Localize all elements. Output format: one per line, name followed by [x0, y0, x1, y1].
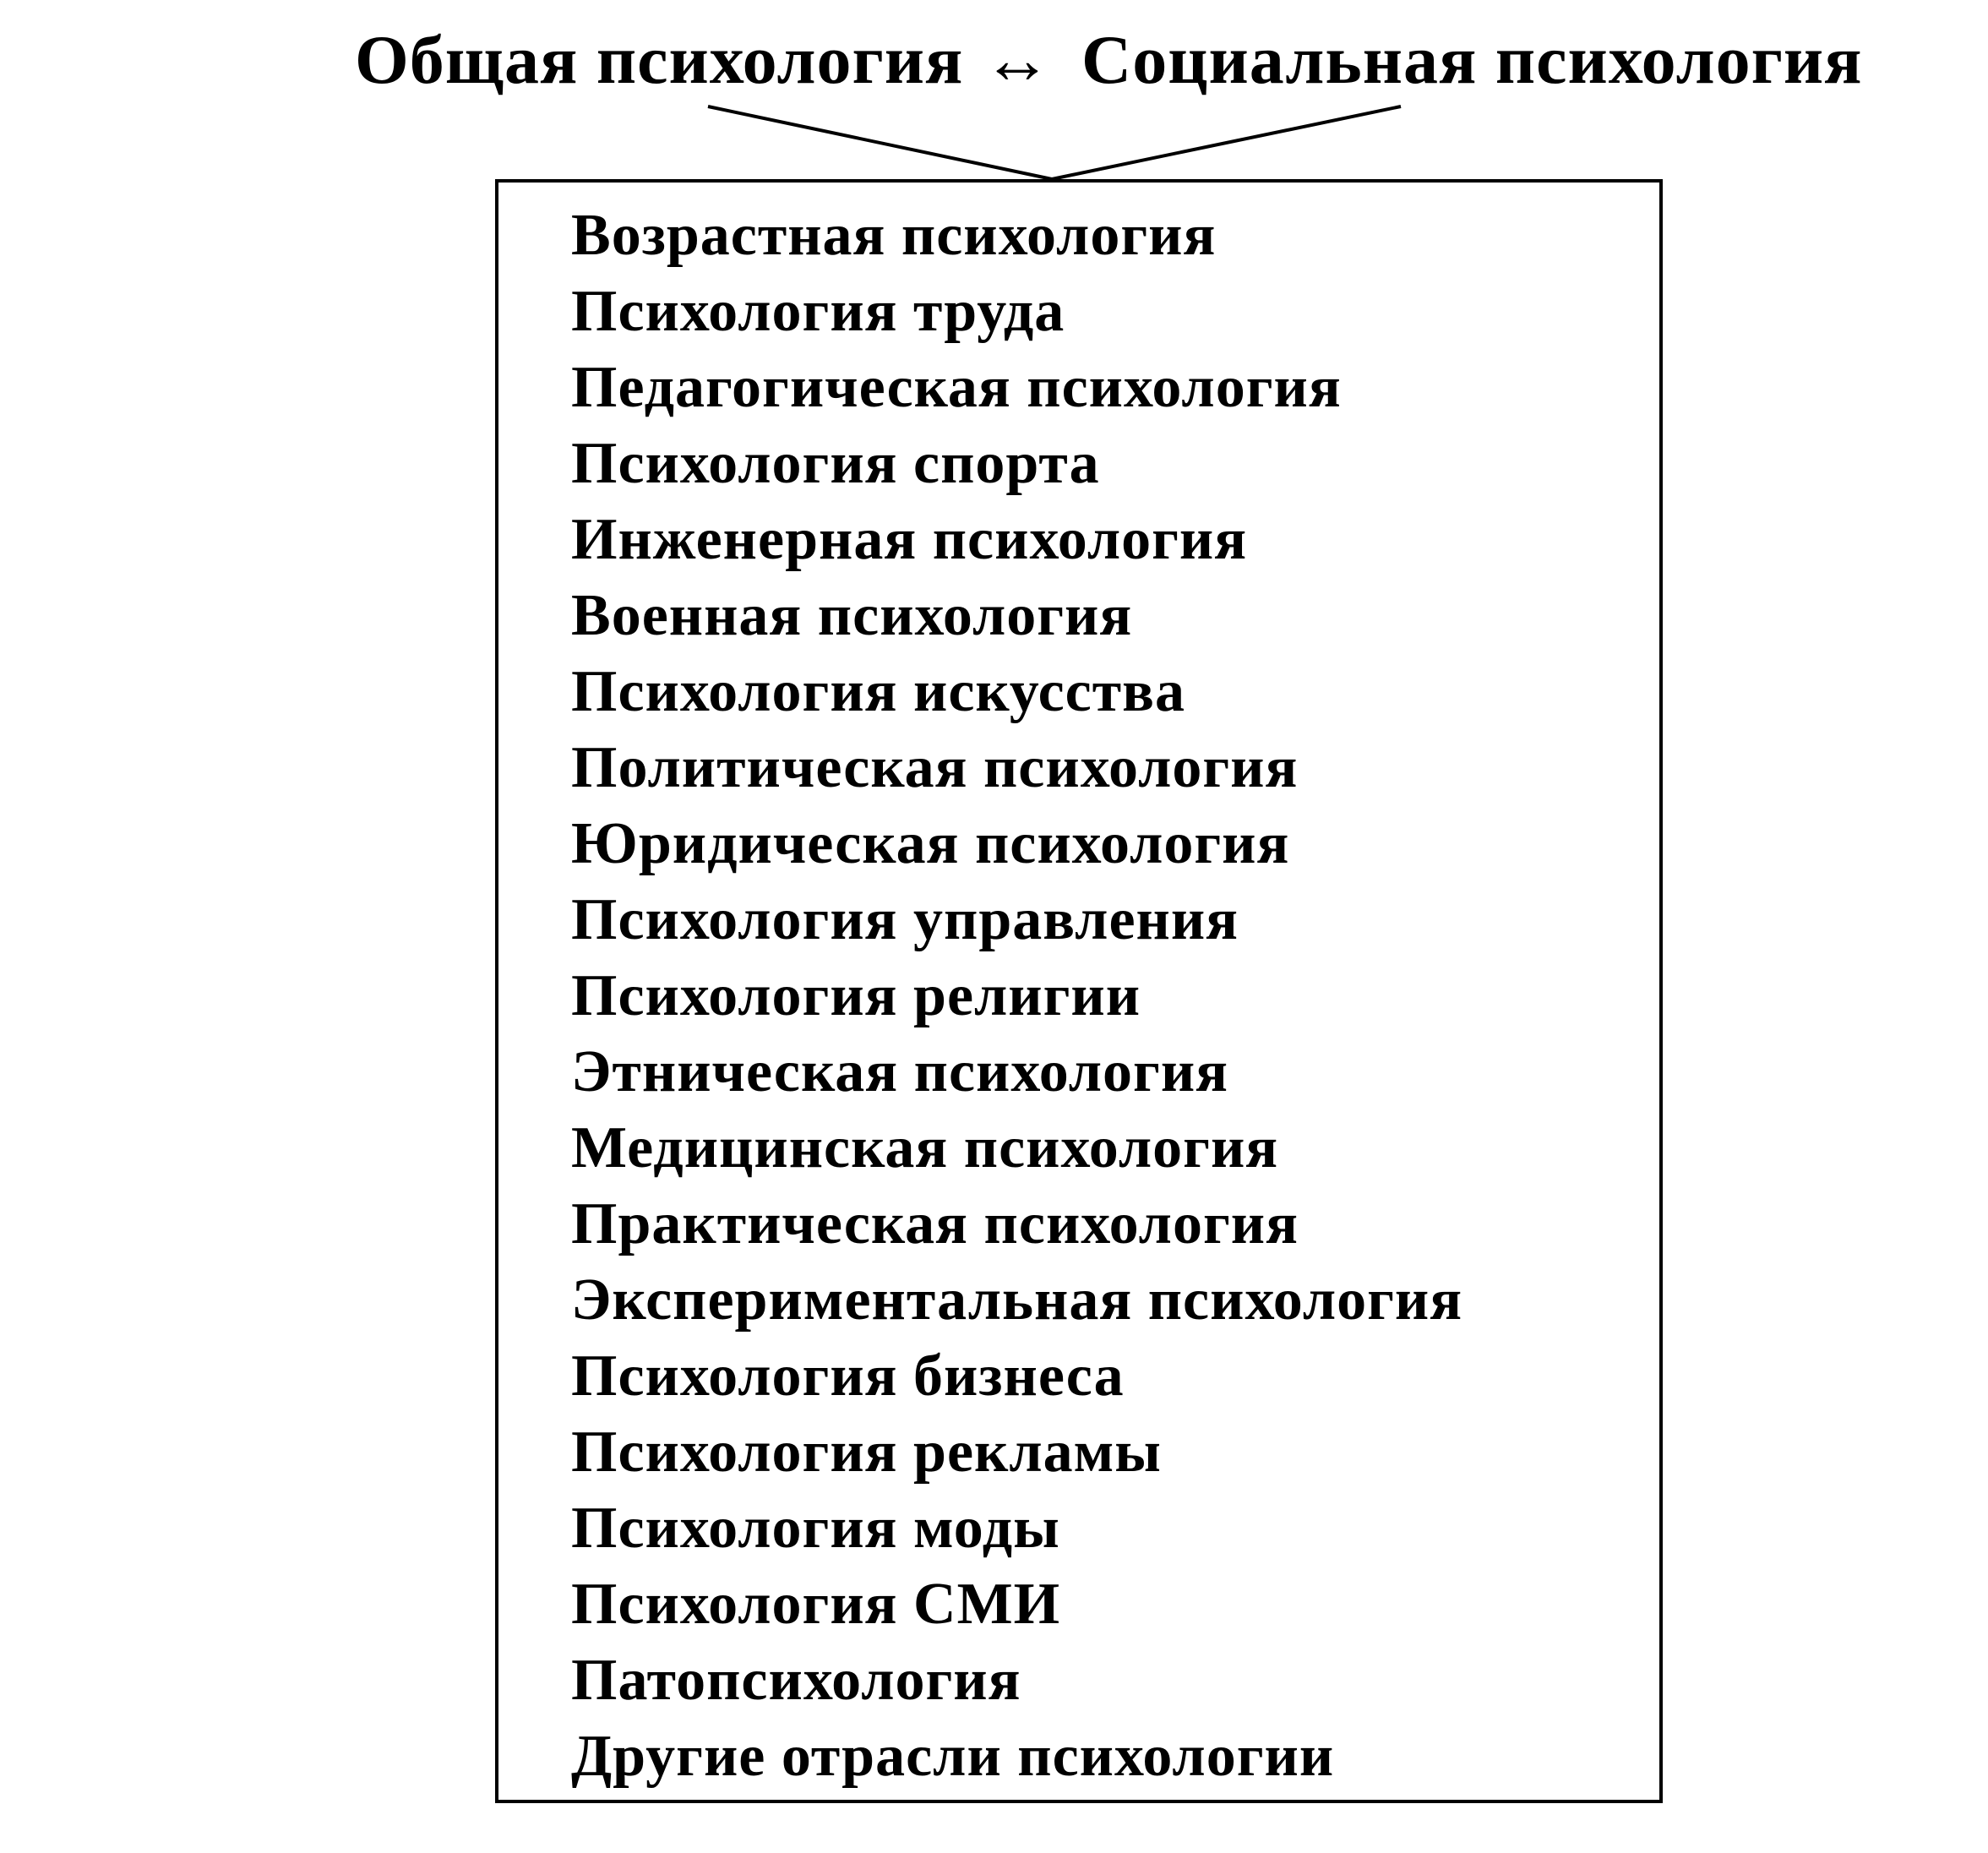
branch-item: Психология рекламы	[571, 1420, 1162, 1485]
branch-item: Медицинская психология	[571, 1115, 1279, 1180]
social-psychology-label: Социальная психология	[1081, 21, 1863, 98]
branch-item: Возрастная психология	[571, 203, 1217, 268]
branch-item: Педагогическая психология	[571, 355, 1342, 420]
branch-item: Экспериментальная психология	[571, 1267, 1463, 1333]
branch-item: Практическая психология	[571, 1191, 1299, 1256]
branch-item: Инженерная психология	[571, 507, 1248, 572]
branch-item: Психология СМИ	[571, 1572, 1061, 1637]
branch-item: Этническая психология	[571, 1039, 1229, 1104]
connector-line-left	[708, 106, 1052, 179]
branch-item: Политическая психология	[571, 735, 1299, 800]
bidirectional-arrow-icon: ↔	[983, 21, 1053, 98]
branch-item: Психология бизнеса	[571, 1343, 1125, 1409]
branch-item: Психология моды	[571, 1496, 1060, 1561]
psychology-branches-box	[495, 179, 1663, 1803]
branch-item: Психология управления	[571, 887, 1239, 952]
branch-item: Психология труда	[571, 279, 1065, 344]
branch-item: Военная психология	[571, 583, 1133, 648]
connector-line-right	[1052, 106, 1401, 179]
branch-item: Психология религии	[571, 963, 1141, 1028]
branch-item: Психология спорта	[571, 431, 1100, 496]
branch-item: Патопсихология	[571, 1648, 1021, 1713]
general-psychology-label: Общая психология	[355, 21, 964, 98]
branch-item: Юридическая психология	[571, 811, 1290, 876]
branch-item: Другие отрасли психологии	[571, 1724, 1335, 1789]
branch-item: Психология искусства	[571, 659, 1185, 724]
branch-list	[571, 198, 1462, 1795]
connector-lines	[0, 0, 1988, 203]
